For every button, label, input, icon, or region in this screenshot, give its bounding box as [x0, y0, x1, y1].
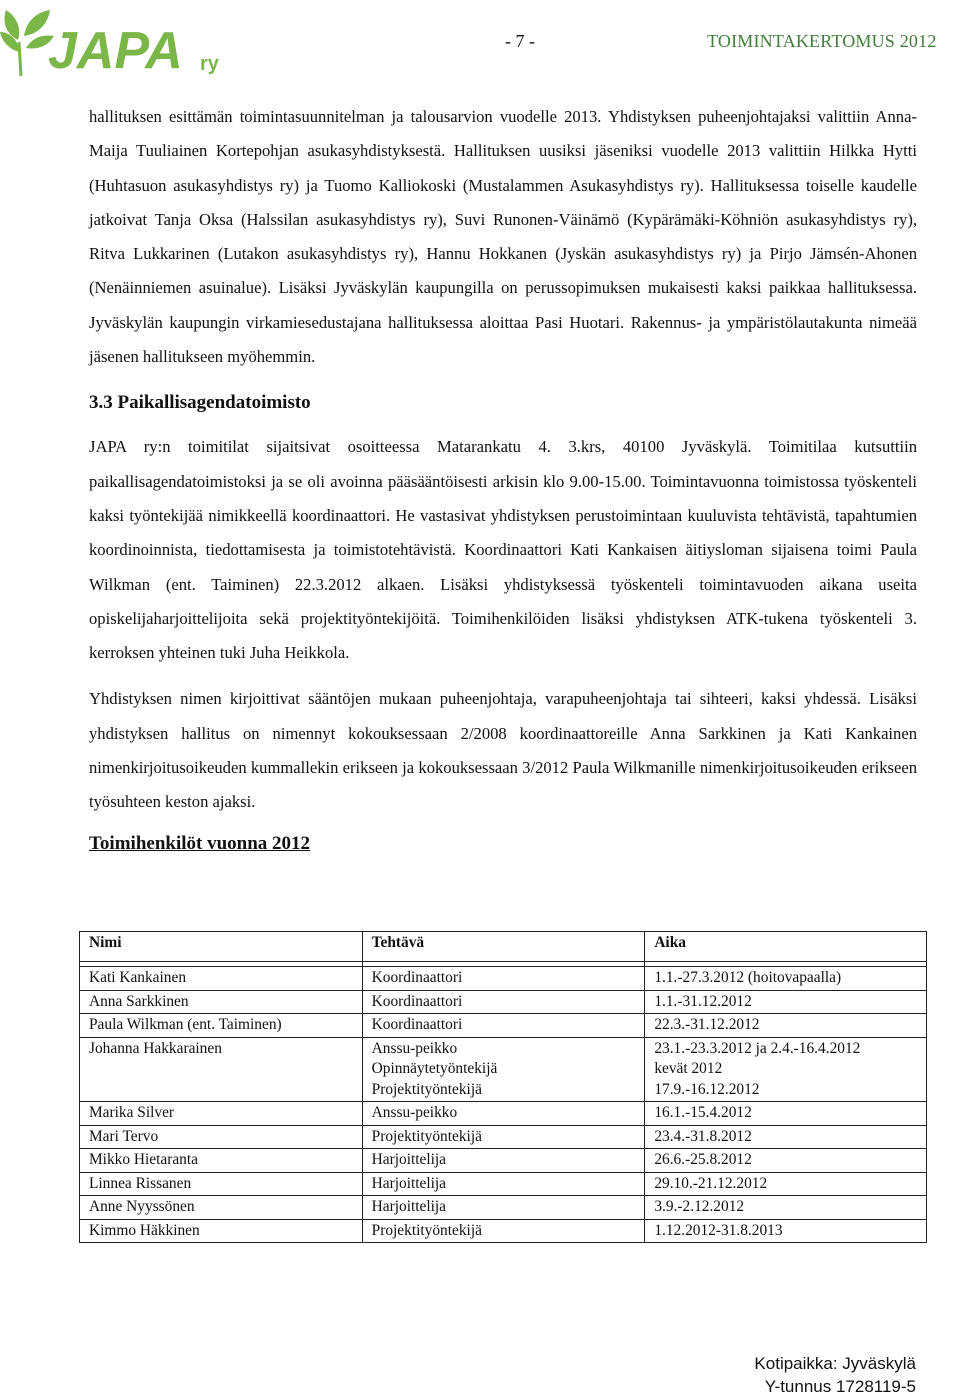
footer	[754, 1352, 916, 1398]
japa-logo	[0, 0, 240, 86]
role-cell	[362, 1172, 645, 1196]
period-cell	[645, 990, 927, 1014]
name-cell	[80, 1149, 363, 1173]
cell-line: Koordinaattori	[371, 992, 463, 1010]
cell-line: Opinnäytetyöntekijä	[371, 1060, 498, 1077]
table-row	[80, 1196, 927, 1220]
board-paragraph: hallituksen esittämän toimintasuunnitelman ja talousarvion vuodelle 2013. Yhdistyksen puheenjohtajaksi valittiin Anna-Maija Tuuliainen Kortepohjan asukasyhdistyksestä. Hallituksen uusiksi jäseniksi vuodelle 2013 valittiin Hilkka Hytti (Huhtasuon asukasyhdistys ry) ja Tuomo Kalliokoski (Mustalammen Asukasyhdistys ry). Hallituksessa toiselle kaudelle jatkoivat Tanja Oksa (Halssilan asukasyhdistys ry), Suvi Runonen-Väinämö (Kypärämäki-Köhniön asukasyhdistys ry), Ritva Lukkarinen (Lutakon asukasyhdistys ry), Hannu Hokkanen (Jyskän asukasyhdistys ry) ja Pirjo Jämsén-Ahonen (Nenäinniemen asuinalue). Lisäksi Jyväskylän kaupungilla on perussopimuksen mukaisesti kaksi paikkaa hallituksessa. Jyväskylän kaupungin virkamiesedustajana hallituksessa aloittaa Pasi Huotari. Rakennus- ja ympäristölautakunta nimeää jäsenen hallitukseen myöhemmin.	[89, 107, 917, 367]
table-row	[80, 967, 927, 991]
role-cell	[362, 1014, 645, 1038]
cell-line: Johanna Hakkarainen	[89, 1039, 222, 1057]
cell-line: Kimmo Häkkinen	[89, 1221, 200, 1239]
name-cell	[80, 1102, 363, 1126]
name-cell	[80, 1014, 363, 1038]
cell-line: 16.1.-15.4.2012	[654, 1104, 752, 1121]
staff-table	[79, 931, 927, 1243]
period-cell	[645, 967, 927, 991]
page-number: - 7 -	[505, 31, 535, 51]
cell-line: Projektityöntekijä	[371, 1221, 482, 1239]
table-row	[80, 1125, 927, 1149]
period-cell	[645, 1219, 927, 1243]
role-cell	[362, 1125, 645, 1149]
cell-line: Anssu-peikko	[371, 1104, 458, 1121]
cell-line: Projektityöntekijä	[371, 1127, 482, 1145]
name-cell	[80, 967, 363, 991]
header-name: Nimi	[80, 932, 363, 962]
period-cell	[645, 1102, 927, 1126]
name-cell	[80, 1219, 363, 1243]
name-cell	[80, 990, 363, 1014]
period-cell	[645, 1014, 927, 1038]
cell-line: 1.1.-27.3.2012 (hoitovapaalla)	[654, 969, 842, 986]
role-cell	[362, 1149, 645, 1173]
header-period: Aika	[645, 932, 927, 962]
table-row	[80, 1102, 927, 1126]
cell-line: 23.1.-23.3.2012 ja 2.4.-16.4.2012	[654, 1039, 861, 1057]
cell-line: 1.1.-31.12.2012	[654, 992, 752, 1010]
cell-line: Koordinaattori	[371, 969, 463, 986]
logo-text: JAPA	[48, 22, 183, 80]
cell-line: Kati Kankainen	[89, 969, 187, 986]
name-cell	[80, 1037, 363, 1102]
document-title: TOIMINTAKERTOMUS 2012	[707, 31, 937, 51]
cell-line: Linnea Rissanen	[89, 1174, 192, 1192]
name-cell	[80, 1196, 363, 1220]
role-cell	[362, 967, 645, 991]
office-paragraph: JAPA ry:n toimitilat sijaitsivat osoitteessa Matarankatu 4. 3.krs, 40100 Jyväskylä. Toimitilaa kutsuttiin paikallisagendatoimistoksi ja se oli avoinna pääsääntöisesti arkisin klo 9.00-15.00. Toimintavuonna toimistossa työskenteli kaksi työntekijää nimikkeellä koordinaattori. He vastasivat yhdistyksen perustoimintaan kuuluvista tehtävistä, tapahtumien koordinoinnista, tiedottamisesta ja toimistotehtävistä. Koordinaattori Kati Kankaisen äitiysloman sijaisena toimi Paula Wilkman (ent. Taiminen) 22.3.2012 alkaen. Lisäksi yhdistyksessä työskenteli toimintavuoden aikana useita opiskelijaharjoittelijoita sekä projektityöntekijöitä. Toimihenkilöiden lisäksi yhdistyksen ATK-tukena työskenteli 3. kerroksen yhteinen tuki Juha Heikkola.	[89, 437, 917, 663]
period-cell	[645, 1149, 927, 1173]
role-cell	[362, 1037, 645, 1102]
period-cell	[645, 1196, 927, 1220]
cell-line: 22.3.-31.12.2012	[654, 1016, 760, 1033]
period-cell	[645, 1037, 927, 1102]
leaf-icon	[0, 10, 54, 76]
footer-business-id: Y-tunnus 1728119-5	[764, 1377, 916, 1396]
table-row	[80, 1172, 927, 1196]
cell-line: Harjoittelija	[371, 1151, 447, 1168]
table-row	[80, 1149, 927, 1173]
role-cell	[362, 1219, 645, 1243]
cell-line: Anne Nyyssönen	[89, 1198, 195, 1215]
cell-line: Projektityöntekijä	[371, 1080, 482, 1098]
cell-line: 17.9.-16.12.2012	[654, 1080, 760, 1098]
period-cell	[645, 1172, 927, 1196]
role-cell	[362, 1196, 645, 1220]
main-content	[89, 100, 917, 856]
table-row	[80, 1219, 927, 1243]
header-role: Tehtävä	[362, 932, 645, 962]
logo-suffix: ry	[200, 53, 219, 75]
cell-line: Koordinaattori	[371, 1016, 463, 1033]
footer-domicile: Kotipaikka: Jyväskylä	[754, 1354, 916, 1373]
cell-line: 23.4.-31.8.2012	[654, 1127, 752, 1145]
role-cell	[362, 1102, 645, 1126]
staff-table-title: Toimihenkilöt vuonna 2012	[89, 832, 311, 854]
role-cell	[362, 990, 645, 1014]
cell-line: Paula Wilkman (ent. Taiminen)	[89, 1016, 282, 1033]
cell-line: 26.6.-25.8.2012	[654, 1151, 752, 1168]
period-cell	[645, 1125, 927, 1149]
cell-line: Harjoittelija	[371, 1198, 447, 1215]
cell-line: Mikko Hietaranta	[89, 1151, 198, 1168]
cell-line: Mari Tervo	[89, 1127, 159, 1145]
table-row	[80, 990, 927, 1014]
table-header-row	[80, 932, 927, 962]
cell-line: 3.9.-2.12.2012	[654, 1198, 745, 1215]
cell-line: kevät 2012	[654, 1060, 723, 1077]
table-row	[80, 1037, 927, 1102]
name-cell	[80, 1172, 363, 1196]
signature-rights-paragraph: Yhdistyksen nimen kirjoittivat sääntöjen mukaan puheenjohtaja, varapuheenjohtaja tai sihteeri, kaksi yhdessä. Lisäksi yhdistyksen hallitus on nimennyt kokouksessaan 2/2008 koordinaattoreille Anna Sarkkinen ja Kati Kankainen nimenkirjoitusoikeuden kummallekin erikseen ja kokouksessaan 3/2012 Paula Wilkmanille nimenkirjoitusoikeuden erikseen työsuhteen keston ajaksi.	[89, 689, 917, 812]
cell-line: 29.10.-21.12.2012	[654, 1174, 768, 1192]
cell-line: Anna Sarkkinen	[89, 992, 189, 1010]
cell-line: Harjoittelija	[371, 1174, 447, 1192]
section-heading: 3.3 Paikallisagendatoimisto	[89, 392, 311, 414]
cell-line: Marika Silver	[89, 1104, 175, 1121]
table-row	[80, 1014, 927, 1038]
name-cell	[80, 1125, 363, 1149]
cell-line: Anssu-peikko	[371, 1039, 458, 1057]
cell-line: 1.12.2012-31.8.2013	[654, 1221, 783, 1239]
